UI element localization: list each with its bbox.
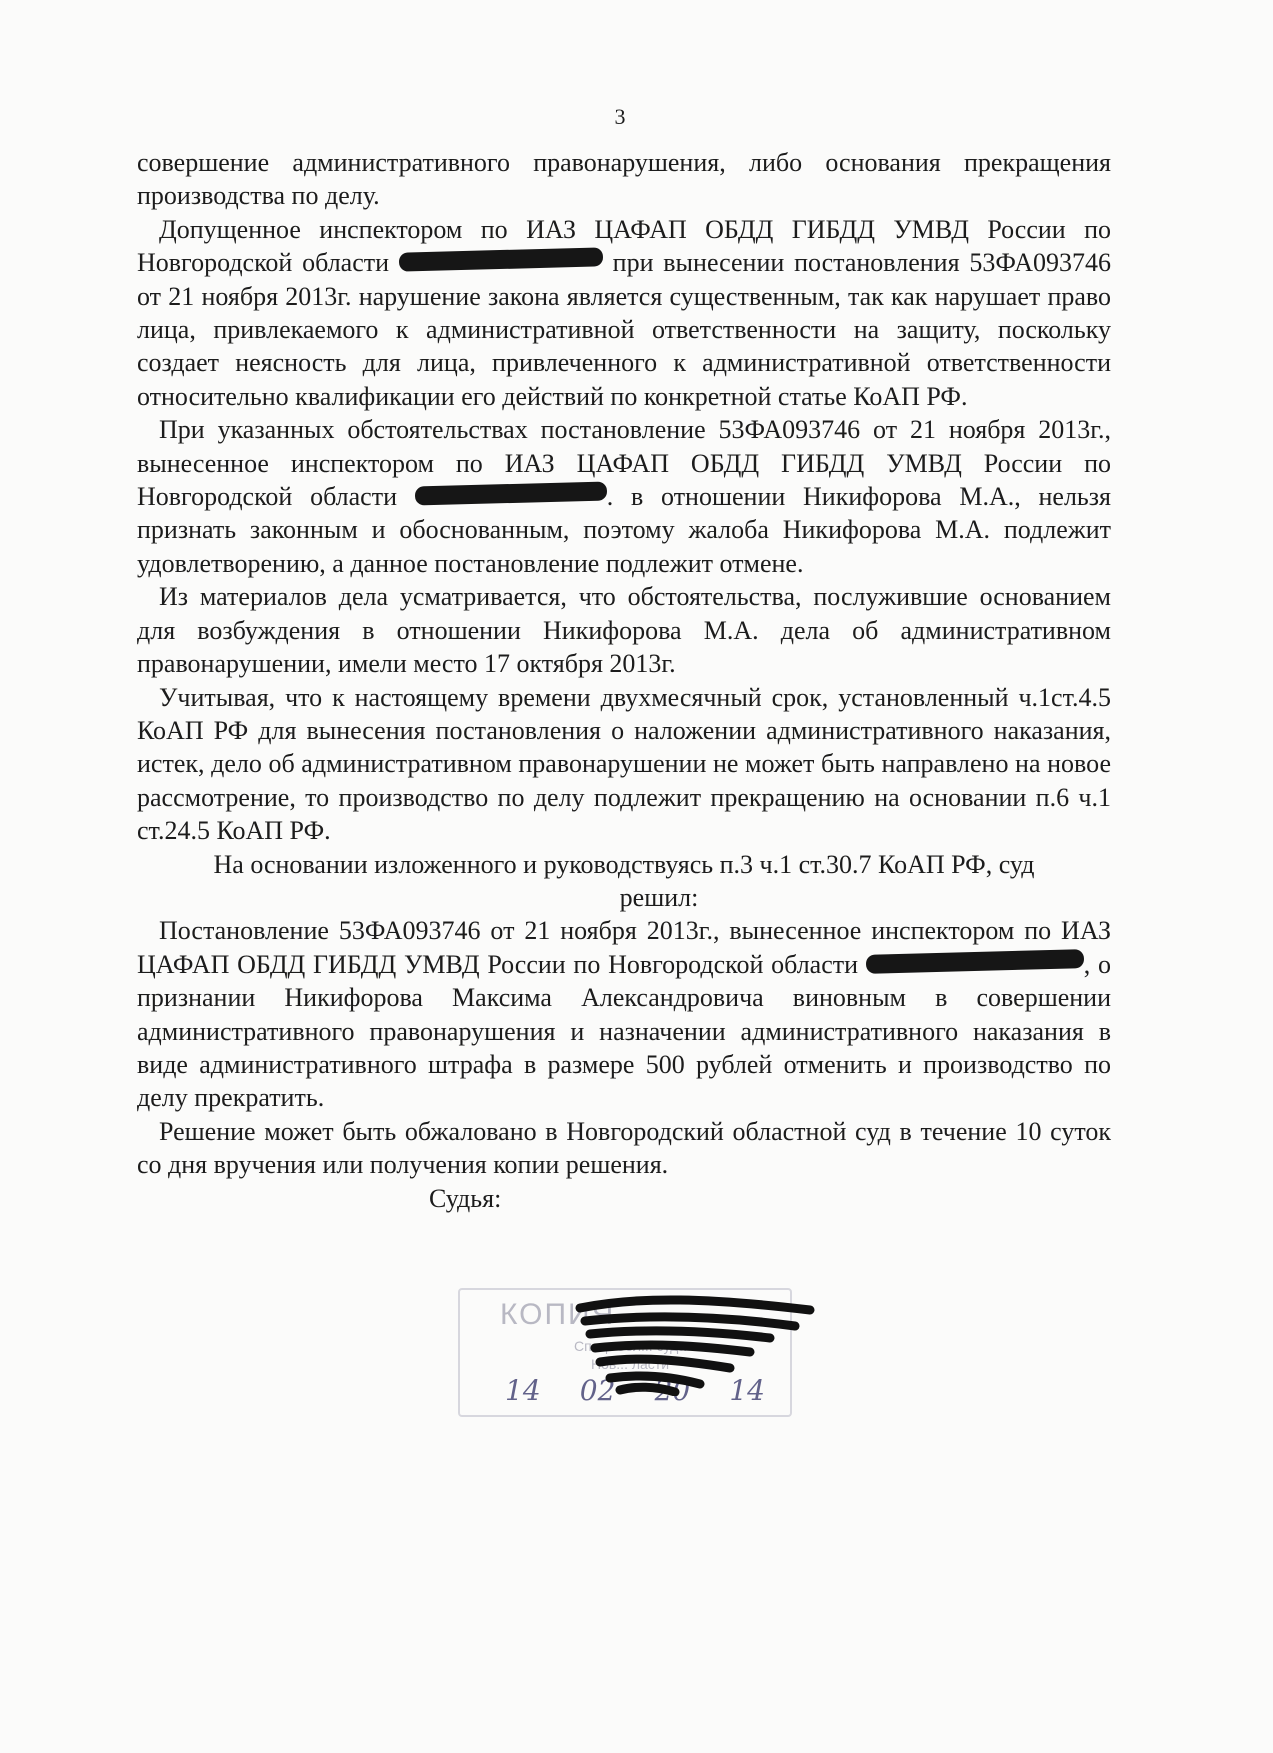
signature-line bbox=[137, 1182, 1111, 1215]
paragraph-5: Учитывая, что к настоящему времени двухмесячный срок, установленный ч.1ст.4.5 КоАП РФ для вынесения постановления о наложении административного наказания, истек, дело об административном правонарушении не может быть направлено на новое рассмотрение, то производство по делу подлежит прекращению на основании п.6 ч.1 ст.24.5 КоАП РФ. bbox=[137, 682, 1111, 846]
document-body bbox=[137, 146, 1111, 1215]
paragraph-3 bbox=[137, 413, 1111, 580]
stamp-date-year-prefix: 20 bbox=[654, 1374, 691, 1407]
ruling-start: Постановление 53ФА093746 от 21 ноября 2013г., вынесенное инспектором по ИАЗ ЦАФАП ОБДД ГИБДД УМВД России по Новгородской области bbox=[137, 916, 1111, 979]
stamp-line-2: Нов... ласти bbox=[590, 1356, 670, 1372]
paragraph-4: Из материалов дела усматривается, что обстоятельства, послужившие основанием для возбуждения в отношении Никифорова М.А. дела об административном правонарушении, имели место 17 октября 2013г. bbox=[137, 582, 1111, 679]
judge-label: Судья: bbox=[429, 1183, 502, 1213]
page-number: 3 bbox=[614, 104, 626, 129]
stamp-date-month: 02 bbox=[579, 1374, 616, 1407]
ruling-paragraph bbox=[137, 914, 1111, 1114]
stamp-date-day: 14 bbox=[505, 1374, 541, 1407]
paragraph-3-end: . в отношении Никифорова М.А., нельзя признать законным и обоснованным, поэтому жалоба Никифорова М.А. подлежит удовлетворению, а данное постановление подлежит отмене. bbox=[137, 482, 1112, 578]
stamp-line-1: Спец. Сол... суда bbox=[573, 1338, 687, 1354]
redaction-mark bbox=[399, 248, 603, 272]
paragraph-2-start: Допущенное инспектором по ИАЗ ЦАФАП ОБДД ГИБДД УМВД России по Новгородской области bbox=[137, 214, 1111, 278]
paragraph-3-start: При указанных обстоятельствах постановление 53ФА093746 от 21 ноября 2013г., вынесенное инспектором по ИАЗ ЦАФАП ОБДД ГИБДД УМВД России по Новгородской области bbox=[137, 415, 1111, 512]
paragraph-6: На основании изложенного и руководствуясь п.3 ч.1 ст.30.7 КоАП РФ, суд bbox=[213, 849, 1035, 879]
paragraph-1: совершение административного правонарушения, либо основания прекращения производства по делу. bbox=[137, 148, 1111, 211]
redacted-signature bbox=[560, 1286, 830, 1396]
stamp-title: КОПИЯ bbox=[500, 1298, 616, 1331]
appeal-paragraph: Решение может быть обжаловано в Новгородский областной суд в течение 10 суток со дня вручения или получения копии решения. bbox=[137, 1116, 1111, 1180]
ruling-end: , о признании Никифорова Максима Александровича виновным в совершении административного правонарушения и назначении административного наказания в виде административного штрафа в размере 500 рублей отменить и производство по делу прекратить. bbox=[137, 949, 1111, 1113]
paragraph-2 bbox=[137, 213, 1111, 413]
decision-heading: решил: bbox=[619, 882, 699, 912]
paragraph-2-end: при вынесении постановления 53ФА093746 от 21 ноября 2013г. нарушение закона является существенным, так как нарушает право лица, привлекаемого к административной ответственности на защиту, поскольку создает неясность для лица, привлеченного к административной ответственности относительно квалификации его действий по конкретной статье КоАП РФ. bbox=[137, 248, 1112, 411]
stamp-date-year-suffix: 14 bbox=[729, 1374, 765, 1407]
redaction-mark bbox=[415, 482, 607, 506]
redaction-mark bbox=[866, 949, 1084, 974]
